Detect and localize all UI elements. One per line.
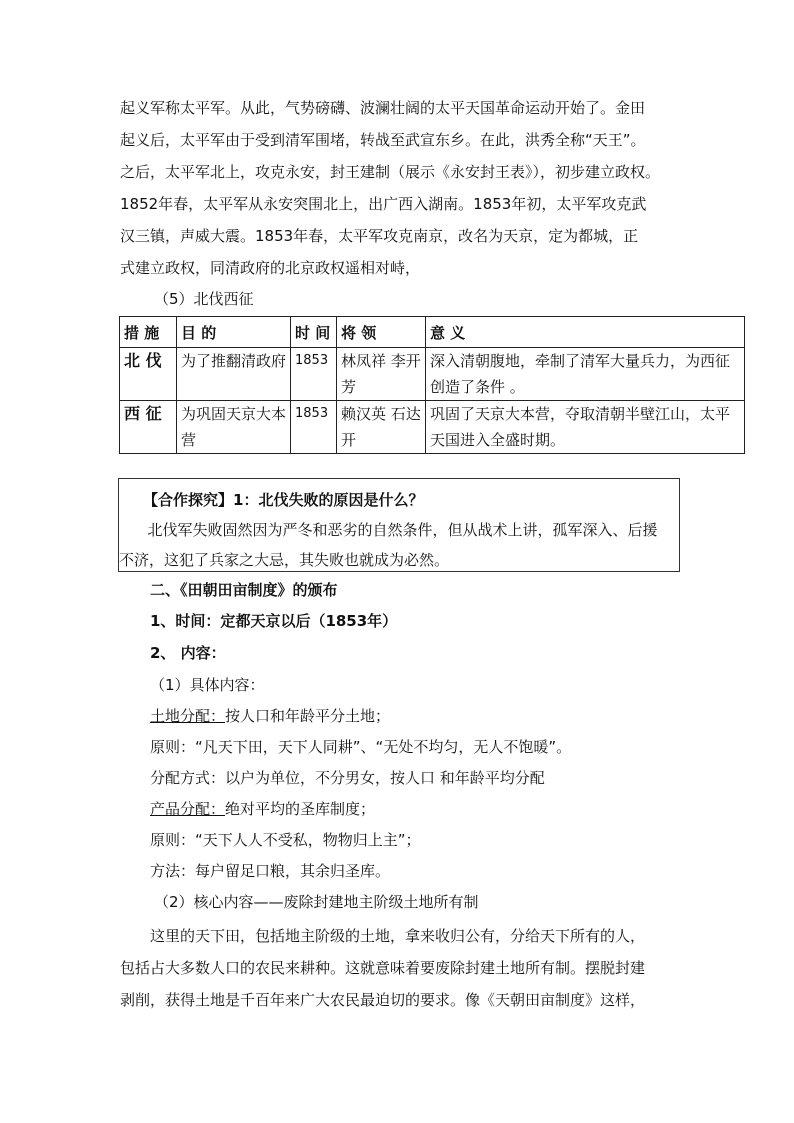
discussion-answer: 北伐军失败固然因为严冬和恶劣的自然条件，但从战术上讲，孤军深入、后援不济，这犯了兵家之大忌，其失败也就成为必然。 <box>119 521 658 569</box>
discussion-box <box>118 478 680 572</box>
table-header-row <box>120 317 745 348</box>
land-method: 分配方式：以户为单位，不分男女，按人口 和年龄平均分配 <box>150 769 545 787</box>
cell-purpose: 为巩固天京大本营 <box>177 401 291 454</box>
text-line: 之后，太平军北上，攻克永安，封王建制（展示《永安封王表》），初步建立政权。 <box>120 163 661 181</box>
text-line: 起义军称太平军。从此，气势磅礴、波澜壮阔的太平天国革命运动开始了。金田 <box>120 99 646 117</box>
product-allocation-label: 产品分配： <box>150 800 226 818</box>
time-label: 1、时间：定都天京以后（1853年） <box>150 612 398 630</box>
table-row <box>120 348 745 401</box>
text-line: 这里的天下田，包括地主阶级的土地，拿来收归公有，分给天下所有的人， <box>150 927 646 945</box>
product-allocation-line <box>150 797 375 821</box>
cell-time: 1853 <box>291 348 337 401</box>
discussion-question: 【合作探究】1：北伐失败的原因是什么？ <box>143 491 424 509</box>
cell-significance: 深入清朝腹地，牵制了清军大量兵力，为西征创造了条件 。 <box>426 348 745 401</box>
expedition-table <box>119 316 745 454</box>
section-title: 二、《田朝田亩制度》的颁布 <box>150 581 338 599</box>
col-header-time: 时 间 <box>291 317 337 348</box>
cell-measure: 北 伐 <box>120 348 177 401</box>
cell-purpose: 为了推翻清政府 <box>177 348 291 401</box>
content-label: 2、 内容： <box>150 644 226 662</box>
land-principle: 原则：“凡天下田，天下人同耕”、“无处不均匀，无人不饱暖”。 <box>150 738 572 756</box>
col-header-significance: 意 义 <box>426 317 745 348</box>
text-line: 剥削，获得土地是千百年来广大农民最迫切的要求。像《天朝田亩制度》这样， <box>120 991 646 1009</box>
col-header-purpose: 目 的 <box>177 317 291 348</box>
product-principle: 原则：“天下人人不受私，物物归上主”； <box>150 831 421 849</box>
core-paragraph <box>120 920 680 1016</box>
section-heading: （5）北伐西征 <box>154 290 254 308</box>
col-header-measure: 措 施 <box>120 317 177 348</box>
cell-generals: 赖汉英 石达开 <box>337 401 426 454</box>
cell-significance: 巩固了天京大本营，夺取清朝半壁江山，太平天国进入全盛时期。 <box>426 401 745 454</box>
text-line: 1852年春，太平军从永安突围北上，出广西入湖南。1853年初，太平军攻克武 <box>120 195 647 213</box>
land-allocation-label: 土地分配： <box>150 707 226 725</box>
cell-generals: 林凤祥 李开芳 <box>337 348 426 401</box>
text-line: 汉三镇，声威大震。1853年春，太平军攻克南京，改名为天京，定为都城，正 <box>120 227 639 245</box>
subsection-2: （2）核心内容——废除封建地主阶级土地所有制 <box>154 893 479 911</box>
subsection-1: （1）具体内容： <box>150 676 265 694</box>
text-line: 包括占大多数人口的农民来耕种。这就意味着要废除封建土地所有制。摆脱封建 <box>120 959 646 977</box>
text-line: 式建立政权，同清政府的北京政权遥相对峙， <box>120 259 421 277</box>
intro-paragraph <box>120 92 680 284</box>
cell-time: 1853 <box>291 401 337 454</box>
text-line: 起义后，太平军由于受到清军围堵，转战至武宣东乡。在此，洪秀全称“天王”。 <box>120 131 646 149</box>
land-allocation-text: 按人口和年龄平分土地； <box>225 707 391 725</box>
product-allocation-text: 绝对平均的圣库制度； <box>225 800 376 818</box>
land-allocation-line <box>150 704 390 728</box>
cell-measure: 西 征 <box>120 401 177 454</box>
col-header-generals: 将 领 <box>337 317 426 348</box>
product-method: 方法：每户留足口粮，其余归圣库。 <box>150 862 391 880</box>
table-row <box>120 401 745 454</box>
